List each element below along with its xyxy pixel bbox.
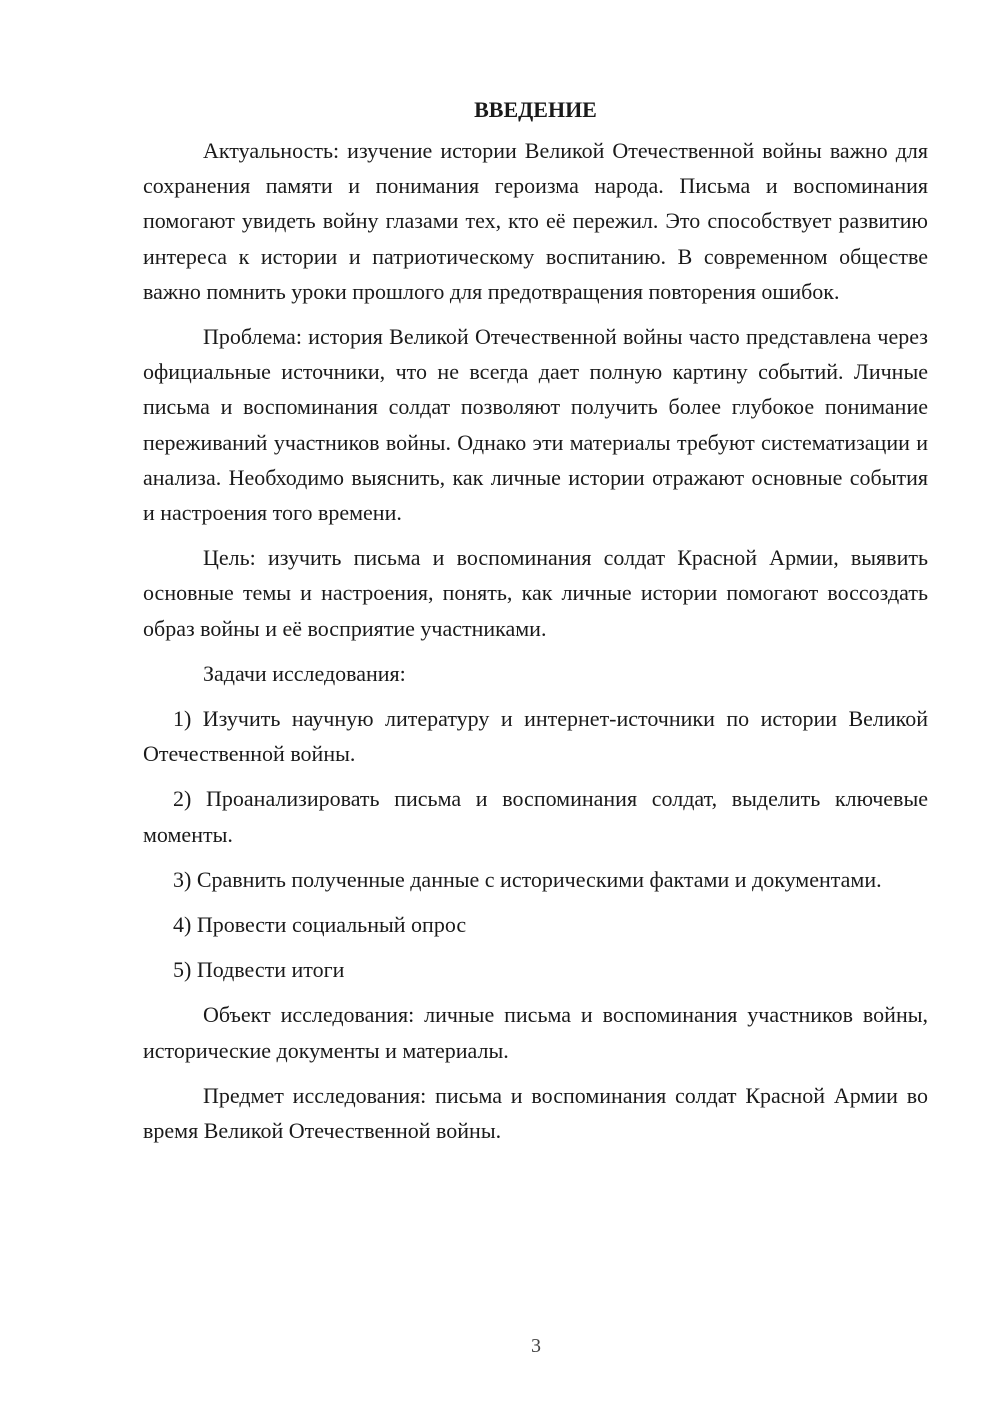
task-item-3: 3) Сравнить полученные данные с историческими фактами и документами. xyxy=(173,866,882,892)
task-item-2: 2) Проанализировать письма и воспоминания солдат, выделить ключевые моменты. xyxy=(143,786,928,847)
task-item-4: 4) Провести социальный опрос xyxy=(173,912,467,938)
paragraph-subject: Предмет исследования: письма и воспоминания солдат Красной Армии во время Великой Отечественной войны. xyxy=(143,1082,928,1144)
task-item-5: 5) Подвести итоги xyxy=(173,957,345,983)
paragraph-goal: Цель: изучить письма и воспоминания солдат Красной Армии, выявить основные темы и настроения, понять, как личные истории помогают воссоздать образ войны и её восприятие участниками. xyxy=(143,545,928,641)
document-page xyxy=(143,92,928,1158)
page-title: ВВЕДЕНИЕ xyxy=(474,97,597,122)
tasks-heading: Задачи исследования: xyxy=(203,660,406,686)
paragraph-object: Объект исследования: личные письма и воспоминания участников войны, исторические документы и материалы. xyxy=(143,1002,928,1063)
paragraph-relevance: Актуальность: изучение истории Великой Отечественной войны важно для сохранения памяти и понимания героизма народа. Письма и воспоминания помогают увидеть войну глазами тех, кто её пережил. Это способствует развитию интереса к истории и патриотическому воспитанию. В современном обществе важно помнить уроки прошлого для предотвращения повторения ошибок. xyxy=(143,138,928,304)
page-number: 3 xyxy=(531,1335,541,1357)
task-item-1: 1) Изучить научную литературу и интернет-источники по истории Великой Отечественной войны. xyxy=(143,706,928,767)
paragraph-problem: Проблема: история Великой Отечественной войны часто представлена через официальные источники, что не всегда дает полную картину событий. Личные письма и воспоминания солдат позволяют получить более глубокое понимание переживаний участников войны. Однако эти материалы требуют систематизации и анализа. Необходимо выяснить, как личные истории отражают основные события и настроения того времени. xyxy=(143,324,928,526)
